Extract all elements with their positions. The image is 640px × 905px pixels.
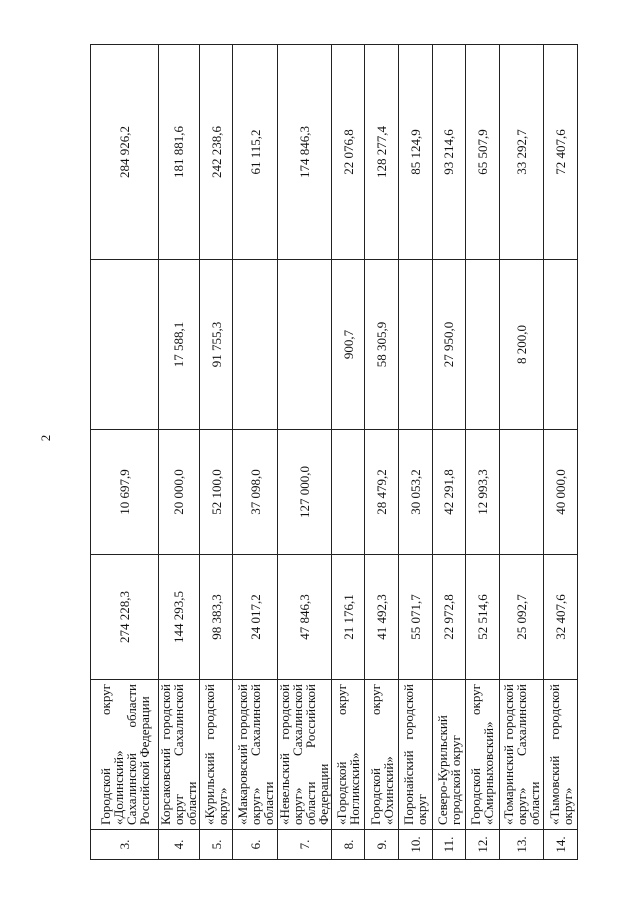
amount-col2: 28 479,2 xyxy=(365,430,399,555)
amount-col3 xyxy=(399,260,433,430)
amount-col2: 127 000,0 xyxy=(278,430,332,555)
municipality-name: «Невельский городской округ» Сахалинской области Российской Федерации xyxy=(278,680,332,830)
row-number: 10. xyxy=(399,830,433,860)
amount-col3: 8 200,0 xyxy=(499,260,544,430)
total-amount: 284 926,2 xyxy=(91,45,159,260)
amount-col1: 274 228,3 xyxy=(91,555,159,680)
amount-col2: 37 098,0 xyxy=(233,430,278,555)
amount-col1: 144 293,5 xyxy=(159,555,200,680)
amount-col1: 22 972,8 xyxy=(432,555,466,680)
amount-col1: 52 514,6 xyxy=(466,555,500,680)
row-number: 7. xyxy=(278,830,332,860)
total-amount: 93 214,6 xyxy=(432,45,466,260)
total-amount: 128 277,4 xyxy=(365,45,399,260)
municipality-name: Северо-Курильский городской округ xyxy=(432,680,466,830)
amount-col3 xyxy=(233,260,278,430)
total-amount: 65 507,9 xyxy=(466,45,500,260)
amount-col3: 27 950,0 xyxy=(432,260,466,430)
municipality-name: «Тымовский городской округ» xyxy=(544,680,578,830)
municipality-name: Поронайский городской округ xyxy=(399,680,433,830)
table-row xyxy=(278,45,332,860)
municipality-name: «Макаровский городской округ» Сахалинской области xyxy=(233,680,278,830)
total-amount: 33 292,7 xyxy=(499,45,544,260)
allocation-table xyxy=(90,44,578,860)
amount-col1: 32 407,6 xyxy=(544,555,578,680)
row-number: 8. xyxy=(331,830,365,860)
amount-col1: 98 383,3 xyxy=(199,555,233,680)
table-row xyxy=(233,45,278,860)
row-number: 5. xyxy=(199,830,233,860)
table-body xyxy=(91,45,578,860)
amount-col2: 42 291,8 xyxy=(432,430,466,555)
total-amount: 85 124,9 xyxy=(399,45,433,260)
table-row xyxy=(199,45,233,860)
amount-col2: 12 993,3 xyxy=(466,430,500,555)
total-amount: 22 076,8 xyxy=(331,45,365,260)
municipality-name: Городской округ «Охинский» xyxy=(365,680,399,830)
amount-col1: 25 092,7 xyxy=(499,555,544,680)
amount-col1: 47 846,3 xyxy=(278,555,332,680)
amount-col2: 20 000,0 xyxy=(159,430,200,555)
page-number: 2 xyxy=(38,434,53,442)
amount-col2: 30 053,2 xyxy=(399,430,433,555)
row-number: 6. xyxy=(233,830,278,860)
row-number: 3. xyxy=(91,830,159,860)
amount-col1: 21 176,1 xyxy=(331,555,365,680)
municipality-name: «Городской округ Ногликский» xyxy=(331,680,365,830)
amount-col2: 52 100,0 xyxy=(199,430,233,555)
row-number: 4. xyxy=(159,830,200,860)
total-amount: 61 115,2 xyxy=(233,45,278,260)
municipality-name: Корсаковский городской округ Сахалинской области xyxy=(159,680,200,830)
total-amount: 181 881,6 xyxy=(159,45,200,260)
row-number: 14. xyxy=(544,830,578,860)
amount-col2 xyxy=(499,430,544,555)
amount-col1: 41 492,3 xyxy=(365,555,399,680)
municipality-name: Городской округ «Долинский» Сахалинской области Российской Федерации xyxy=(91,680,159,830)
amount-col3 xyxy=(91,260,159,430)
table-row xyxy=(544,45,578,860)
amount-col3 xyxy=(544,260,578,430)
row-number: 9. xyxy=(365,830,399,860)
table-row xyxy=(331,45,365,860)
row-number: 12. xyxy=(466,830,500,860)
amount-col1: 55 071,7 xyxy=(399,555,433,680)
municipality-name: «Томаринский городской округ» Сахалинской области xyxy=(499,680,544,830)
rotated-table-wrapper xyxy=(90,45,578,860)
amount-col3: 17 588,1 xyxy=(159,260,200,430)
total-amount: 72 407,6 xyxy=(544,45,578,260)
table-row xyxy=(432,45,466,860)
amount-col3 xyxy=(278,260,332,430)
table-row xyxy=(466,45,500,860)
amount-col3: 58 305,9 xyxy=(365,260,399,430)
table-row xyxy=(365,45,399,860)
amount-col3 xyxy=(466,260,500,430)
amount-col1: 24 017,2 xyxy=(233,555,278,680)
row-number: 11. xyxy=(432,830,466,860)
table-row xyxy=(91,45,159,860)
amount-col3: 91 755,3 xyxy=(199,260,233,430)
row-number: 13. xyxy=(499,830,544,860)
municipality-name: Городской округ «Смирныховский» xyxy=(466,680,500,830)
amount-col3: 900,7 xyxy=(331,260,365,430)
table-row xyxy=(499,45,544,860)
amount-col2: 40 000,0 xyxy=(544,430,578,555)
table-row xyxy=(159,45,200,860)
total-amount: 242 238,6 xyxy=(199,45,233,260)
total-amount: 174 846,3 xyxy=(278,45,332,260)
amount-col2: 10 697,9 xyxy=(91,430,159,555)
municipality-name: «Курильский городской округ» xyxy=(199,680,233,830)
amount-col2 xyxy=(331,430,365,555)
table-row xyxy=(399,45,433,860)
